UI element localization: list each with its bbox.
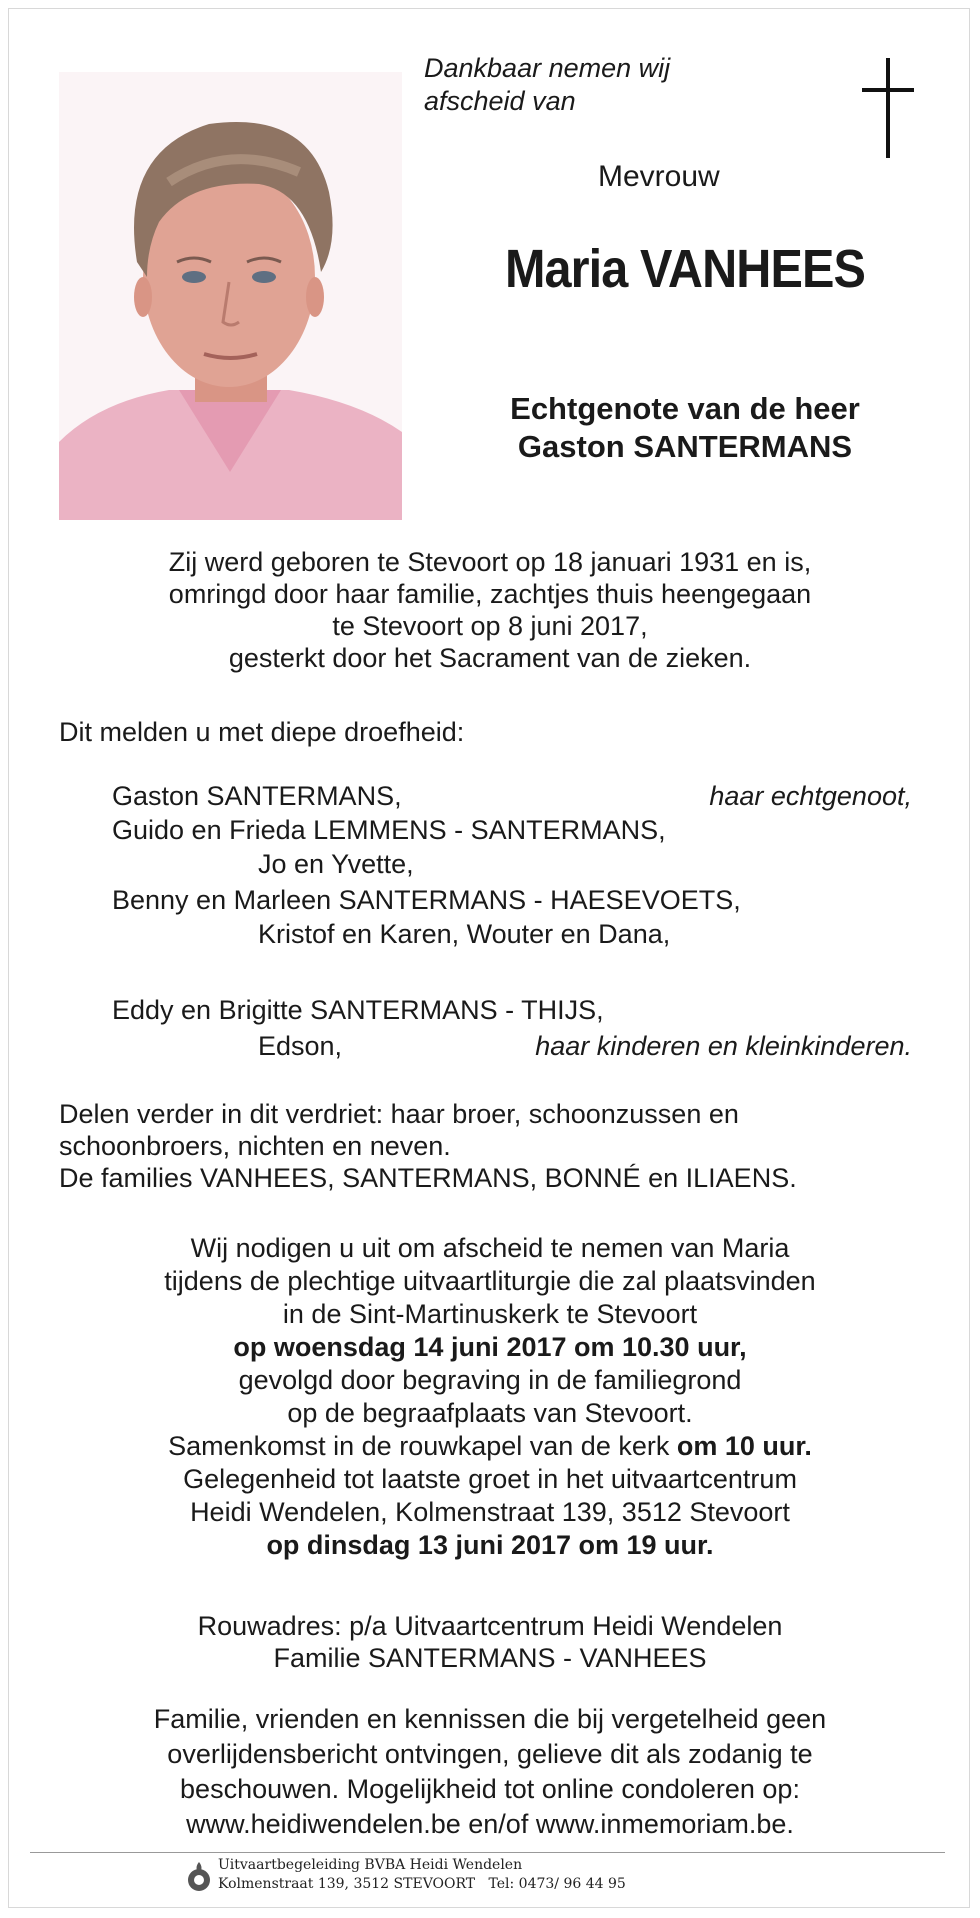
footer-text [218, 1856, 626, 1894]
spouse-info [430, 390, 940, 466]
paragraph-line: gevolgd door begraving in de familiegrond [238, 1365, 742, 1395]
birth-death-paragraph [59, 546, 921, 674]
intro-line: afscheid van [424, 86, 576, 116]
footer-line: Kolmenstraat 139, 3512 STEVOORT Tel: 0473/ 96 44 95 [218, 1876, 626, 1892]
gathering-text: Samenkomst in de rouwkapel van de kerk [168, 1431, 677, 1461]
paragraph-line [59, 1430, 921, 1463]
paragraph-line: overlijdensbericht ontvingen, gelieve dit als zodanig te [167, 1739, 813, 1769]
paragraph-line: De families VANHEES, SANTERMANS, BONNÉ en ILIAENS. [59, 1163, 797, 1193]
paragraph-line: in de Sint-Martinuskerk te Stevoort [282, 1299, 698, 1329]
paragraph-line: Rouwadres: p/a Uitvaartcentrum Heidi Wendelen [197, 1611, 783, 1641]
intro-text [424, 52, 670, 118]
paragraph-line: Familie, vrienden en kennissen die bij vergetelheid geen [153, 1704, 827, 1734]
family-member: Eddy en Brigitte SANTERMANS - THIJS, [112, 995, 604, 1025]
paragraph-line: Zij werd geboren te Stevoort op 18 januari 1931 en is, [168, 547, 812, 577]
family-member: Edson, [258, 1031, 343, 1061]
portrait-photo [59, 72, 402, 520]
paragraph-line: Heidi Wendelen, Kolmenstraat 139, 3512 Stevoort [190, 1497, 790, 1527]
spouse-line: Gaston SANTERMANS [517, 429, 853, 464]
paragraph-line: Familie SANTERMANS - VANHEES [273, 1643, 707, 1673]
salutation: Mevrouw [598, 160, 720, 193]
family-member: Jo en Yvette, [258, 849, 414, 879]
paragraph-line: omringd door haar familie, zachtjes thuis heengegaan [168, 579, 812, 609]
cross-icon [862, 58, 914, 158]
paragraph-line: te Stevoort op 8 juni 2017, [332, 611, 648, 641]
announce-heading: Dit melden u met diepe droefheid: [59, 717, 465, 747]
funeral-invitation [59, 1232, 921, 1562]
mourning-address [59, 1610, 921, 1674]
family-role: haar echtgenoot, [709, 781, 912, 811]
share-paragraph [59, 1098, 939, 1194]
family-member: Guido en Frieda LEMMENS - SANTERMANS, [112, 815, 666, 845]
family-member: Kristof en Karen, Wouter en Dana, [258, 919, 671, 949]
paragraph-line: schoonbroers, nichten en neven. [59, 1131, 451, 1161]
paragraph-line: op de begraafplaats van Stevoort. [287, 1398, 693, 1428]
paragraph-line: tijdens de plechtige uitvaartliturgie die zal plaatsvinden [164, 1266, 816, 1296]
footer-divider [30, 1852, 945, 1853]
paragraph-line: beschouwen. Mogelijkheid tot online condoleren op: [180, 1774, 800, 1804]
paragraph-line: gesterkt door het Sacrament van de zieken. [228, 643, 752, 673]
closing-paragraph [59, 1702, 921, 1842]
paragraph-line: Delen verder in dit verdriet: haar broer, schoonzussen en [59, 1099, 739, 1129]
intro-line: Dankbaar nemen wij [424, 53, 671, 83]
funeral-date: op woensdag 14 juni 2017 om 10.30 uur, [233, 1332, 747, 1362]
family-member: Benny en Marleen SANTERMANS - HAESEVOETS, [112, 885, 741, 915]
gathering-time: om 10 uur. [676, 1431, 812, 1461]
footer-line: Uitvaartbegeleiding BVBA Heidi Wendelen [218, 1857, 523, 1873]
family-role: haar kinderen en kleinkinderen. [535, 1031, 912, 1061]
paragraph-line: www.heidiwendelen.be en/of www.inmemoriam.be. [186, 1809, 794, 1839]
paragraph-line: Wij nodigen u uit om afscheid te nemen van Maria [190, 1233, 790, 1263]
undertaker-logo-icon [186, 1860, 212, 1896]
family-member: Gaston SANTERMANS, [112, 781, 402, 811]
spouse-line: Echtgenote van de heer [510, 391, 860, 426]
deceased-name: Maria VANHEES [504, 239, 866, 299]
farewell-date: op dinsdag 13 juni 2017 om 19 uur. [266, 1530, 714, 1560]
paragraph-line: Gelegenheid tot laatste groet in het uitvaartcentrum [183, 1464, 797, 1494]
